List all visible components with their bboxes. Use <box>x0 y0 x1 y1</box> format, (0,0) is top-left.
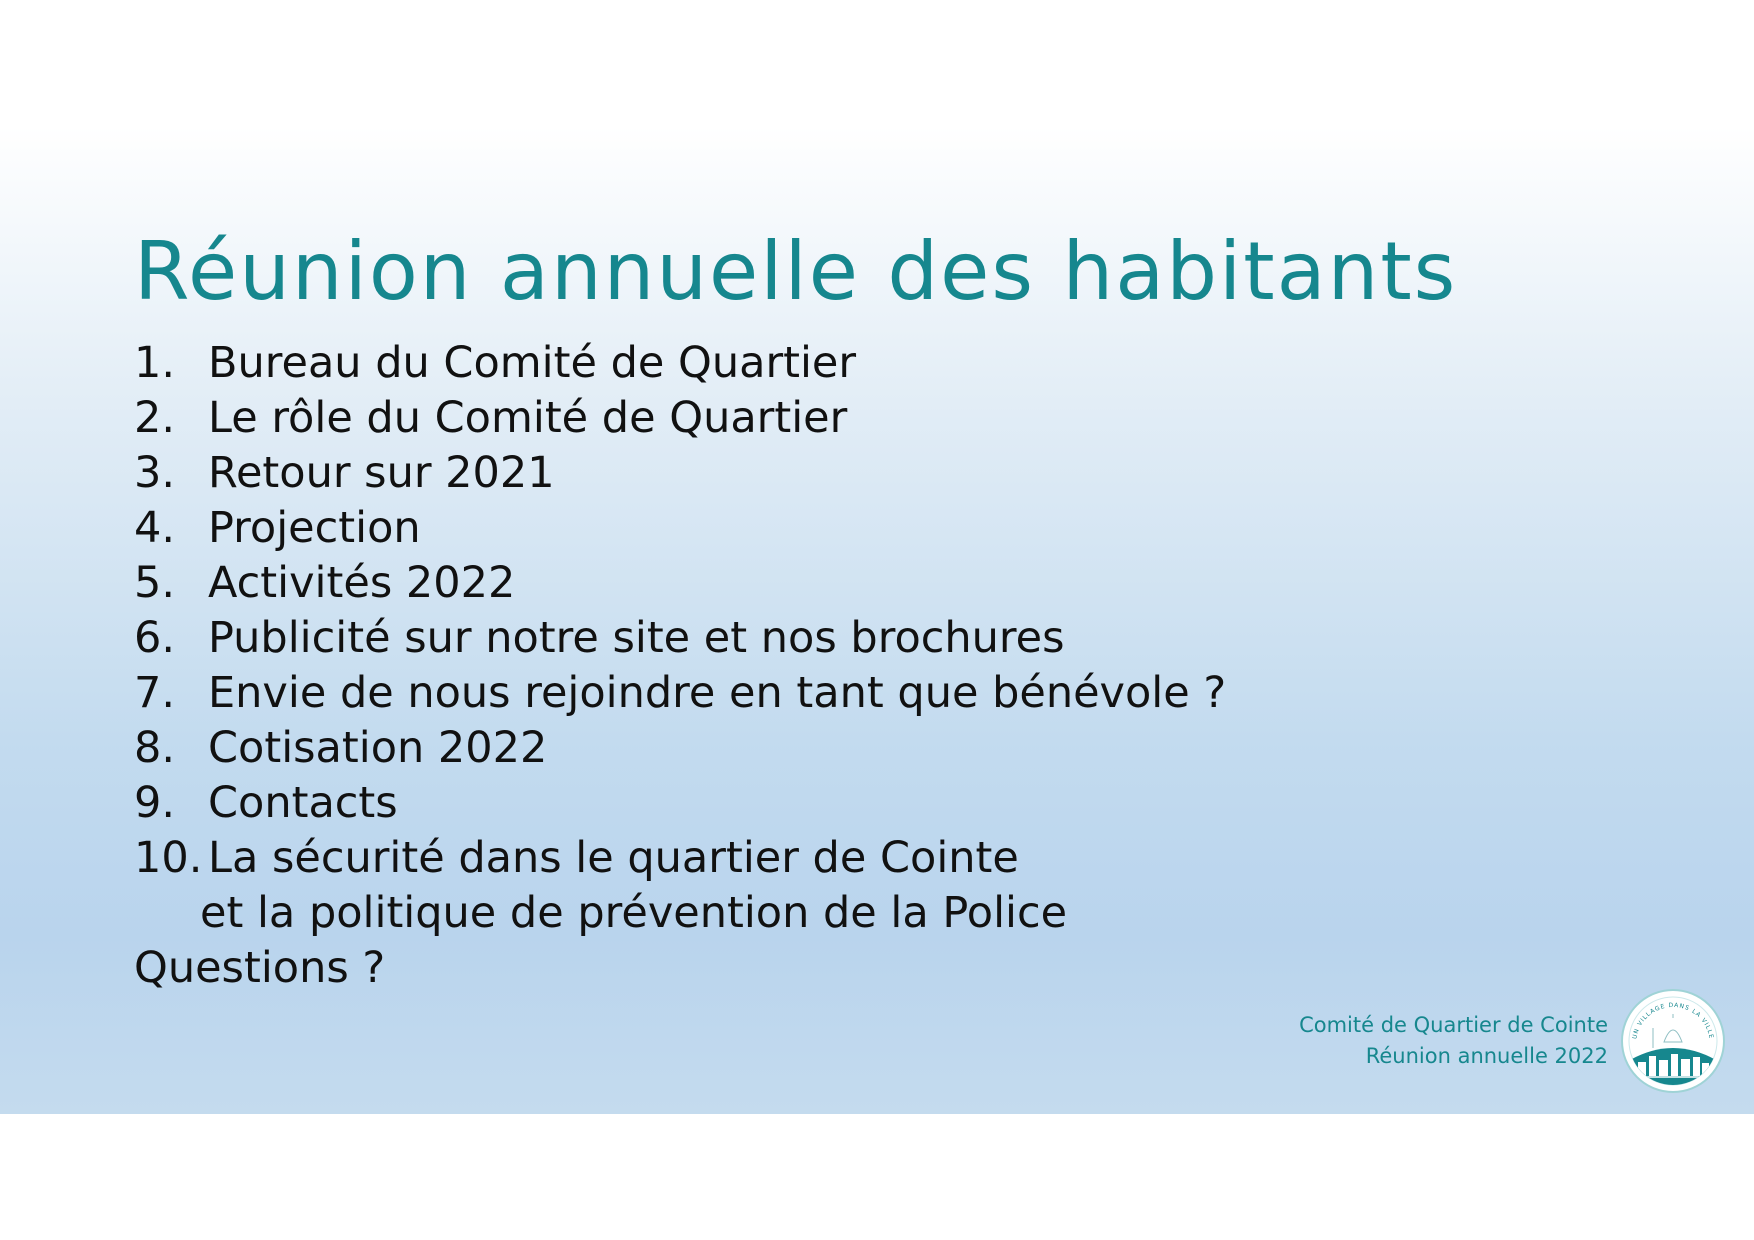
agenda-item-text: Retour sur 2021 <box>208 448 555 498</box>
agenda-item-text: La sécurité dans le quartier de Cointe <box>208 833 1019 883</box>
agenda-item <box>134 776 1226 831</box>
agenda-item-number: 3. <box>134 448 176 498</box>
agenda-item <box>134 611 1226 666</box>
agenda-item-number: 5. <box>134 558 176 608</box>
agenda-item <box>134 831 1226 886</box>
footer-organization: Comité de Quartier de Cointe <box>1299 1013 1608 1037</box>
closing-questions: Questions ? <box>134 943 386 993</box>
agenda-item-text: Publicité sur notre site et nos brochures <box>208 613 1065 663</box>
agenda-item-text: Envie de nous rejoindre en tant que bénévole ? <box>208 668 1227 718</box>
agenda-item-text: Cotisation 2022 <box>208 723 548 773</box>
agenda-item-number: 6. <box>134 613 176 663</box>
agenda-item <box>134 446 1226 501</box>
slide <box>0 126 1754 1114</box>
agenda-item-text: Contacts <box>208 778 398 828</box>
organization-logo <box>1620 988 1726 1094</box>
agenda-item-number: 4. <box>134 503 176 553</box>
agenda-item-text: Activités 2022 <box>208 558 516 608</box>
footer-event: Réunion annuelle 2022 <box>1365 1044 1608 1068</box>
agenda-item <box>134 501 1226 556</box>
agenda-item-number: 2. <box>134 393 176 443</box>
agenda-item-number: 7. <box>134 668 176 718</box>
agenda-item-number: 9. <box>134 778 176 828</box>
agenda-item-continuation-row <box>134 886 1226 941</box>
agenda-item-number: 8. <box>134 723 176 773</box>
agenda-item-number: 1. <box>134 338 176 388</box>
agenda-item <box>134 336 1226 391</box>
agenda-item <box>134 721 1226 776</box>
agenda-item <box>134 556 1226 611</box>
agenda-item <box>134 391 1226 446</box>
agenda-list <box>134 336 1226 996</box>
agenda-item-text: Bureau du Comité de Quartier <box>208 338 857 388</box>
slide-title: Réunion annuelle des habitants <box>134 225 1458 318</box>
footer <box>1299 1010 1608 1072</box>
agenda-item-continuation: et la politique de prévention de la Police <box>200 888 1068 938</box>
agenda-item-number: 10. <box>134 833 203 883</box>
agenda-item-text: Projection <box>208 503 421 553</box>
logo-arc-text: UN VILLAGE DANS LA VILLE <box>1631 1001 1715 1040</box>
agenda-item-text: Le rôle du Comité de Quartier <box>208 393 848 443</box>
agenda-item <box>134 666 1226 721</box>
